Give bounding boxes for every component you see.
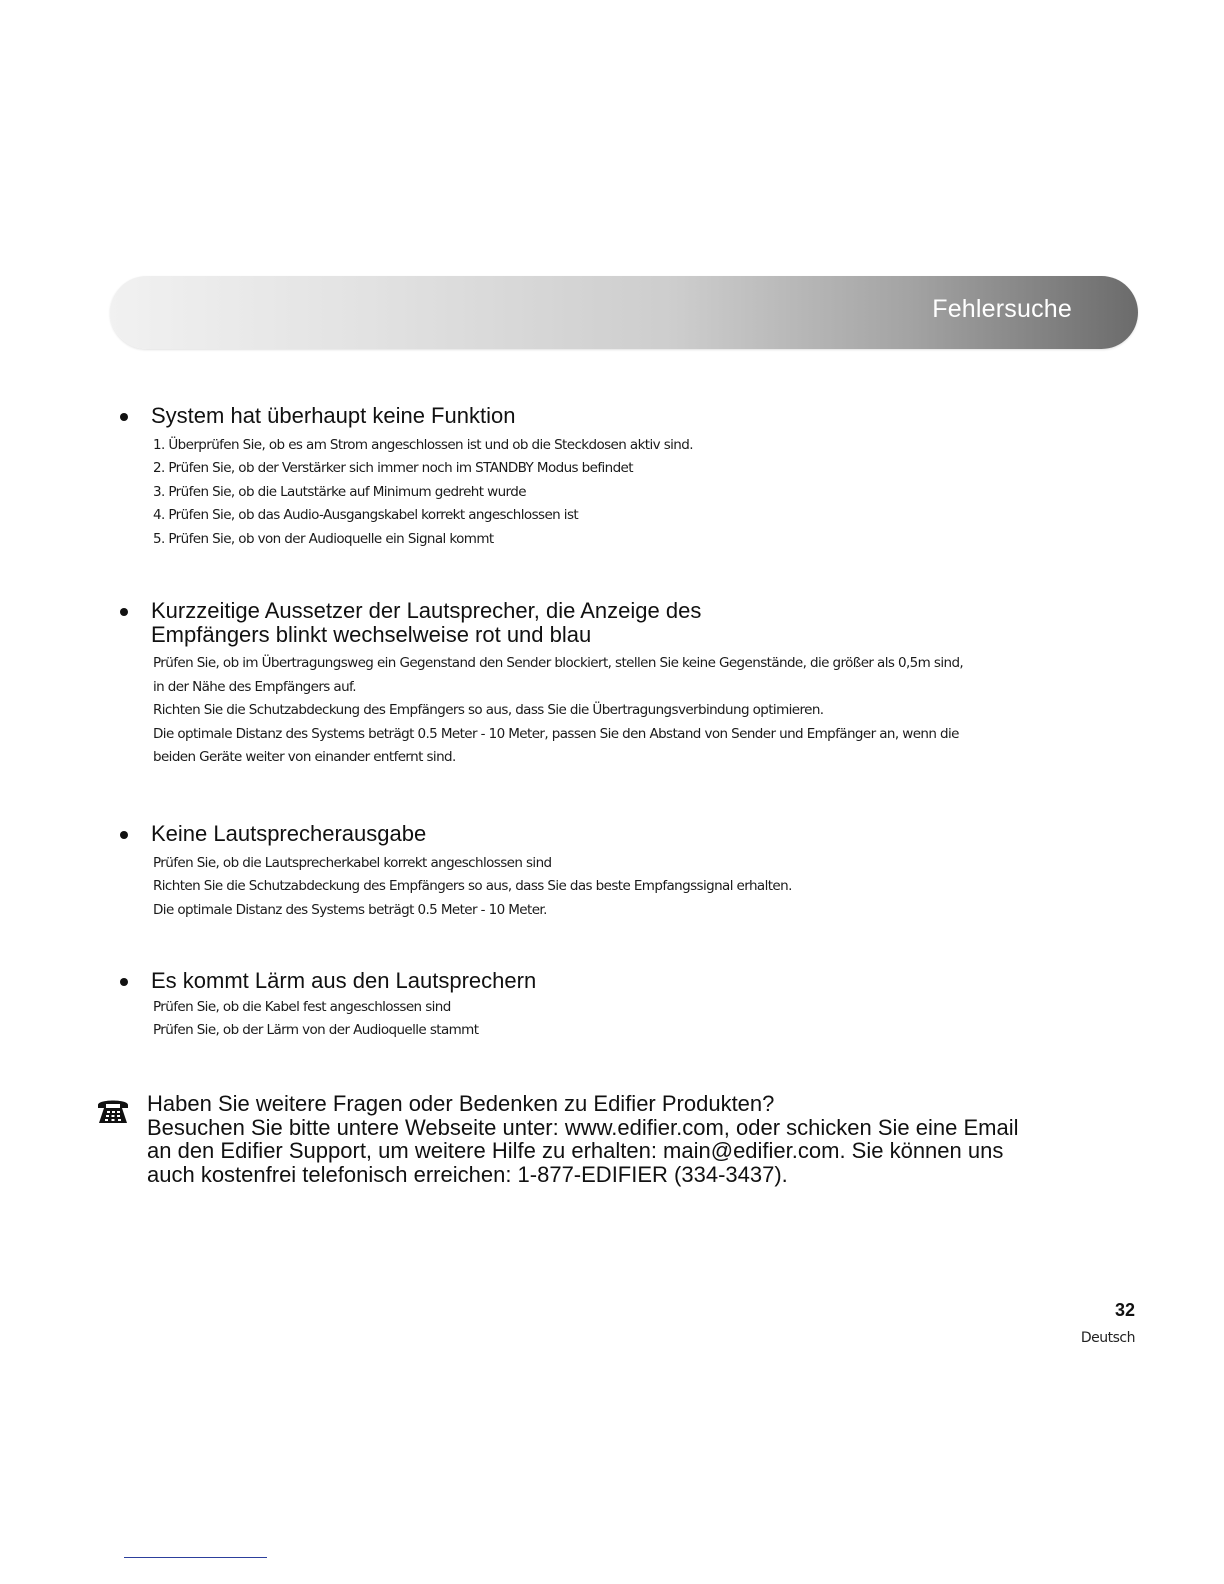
body-line: 3. Prüfen Sie, ob die Lautstärke auf Minimum gedreht wurde [153, 483, 526, 500]
body-line: 2. Prüfen Sie, ob der Verstärker sich immer noch im STANDBY Modus befindet [153, 460, 633, 476]
bullet-icon [120, 831, 128, 839]
body-line: Prüfen Sie, ob die Kabel fest angeschlossen sind [153, 998, 451, 1015]
section-heading [116, 822, 1076, 846]
section-heading [116, 599, 1076, 646]
section-heading [116, 404, 1076, 428]
section-heading [116, 969, 1076, 993]
bullet-icon [120, 978, 128, 986]
body-line: in der Nähe des Empfängers auf. [153, 678, 356, 695]
body-line: Prüfen Sie, ob der Lärm von der Audioquelle stammt [153, 1022, 479, 1038]
troubleshooting-section-noise [116, 969, 1076, 1043]
body-line: Prüfen Sie, ob die Lautsprecherkabel korrekt angeschlossen sind [153, 854, 552, 871]
body-line: Richten Sie die Schutzabdeckung des Empfängers so aus, dass Sie das beste Empfangssignal erhalten. [153, 878, 792, 894]
section-body [153, 996, 1076, 1043]
heading-line: System hat überhaupt keine Funktion [151, 403, 516, 428]
contact-question: Haben Sie weitere Fragen oder Bedenken zu Edifier Produkten? [147, 1091, 775, 1116]
support-contact-block [96, 1092, 1106, 1186]
section-body [153, 652, 1076, 770]
troubleshooting-section-no-function [116, 404, 1076, 551]
heading-line: Keine Lautsprecherausgabe [151, 821, 427, 846]
section-body [153, 434, 1076, 552]
page-number: 32 [1114, 1300, 1135, 1320]
heading-line: Empfängers blinkt wechselweise rot und blau [151, 621, 592, 647]
body-line: 4. Prüfen Sie, ob das Audio-Ausgangskabel korrekt angeschlossen ist [153, 507, 579, 523]
contact-line: an den Edifier Support, um weitere Hilfe zu erhalten: main@edifier.com. Sie können uns [147, 1138, 1004, 1163]
section-header-bar [110, 276, 1138, 349]
body-line: 5. Prüfen Sie, ob von der Audioquelle ein Signal kommt [153, 530, 494, 547]
body-line: Richten Sie die Schutzabdeckung des Empfängers so aus, dass Sie die Übertragungsverbindung optimieren. [153, 702, 824, 718]
contact-line: auch kostenfrei telefonisch erreichen: 1-877-EDIFIER (334-3437). [147, 1161, 788, 1187]
troubleshooting-section-dropouts [116, 599, 1076, 770]
body-line: beiden Geräte weiter von einander entfernt sind. [153, 749, 456, 765]
troubleshooting-section-no-output [116, 822, 1076, 922]
contact-line: Besuchen Sie bitte untere Webseite unter: www.edifier.com, oder schicken Sie eine Email [147, 1114, 1019, 1140]
body-line: Prüfen Sie, ob im Übertragungsweg ein Gegenstand den Sender blockiert, stellen Sie keine Gegenstände, die größer als 0,5m sind, [153, 655, 964, 671]
body-line: 1. Überprüfen Sie, ob es am Strom angeschlossen ist und ob die Steckdosen aktiv sind. [153, 436, 693, 453]
heading-line: Kurzzeitige Aussetzer der Lautsprecher, die Anzeige des [151, 598, 702, 623]
telephone-icon [96, 1096, 130, 1126]
page-title: Fehlersuche [932, 295, 1072, 323]
contact-text [147, 1092, 1106, 1186]
body-line: Die optimale Distanz des Systems beträgt 0.5 Meter - 10 Meter, passen Sie den Abstand von Sender und Empfänger an, wenn die [153, 725, 959, 742]
footer-divider [124, 1557, 267, 1558]
body-line: Die optimale Distanz des Systems beträgt 0.5 Meter - 10 Meter. [153, 901, 547, 918]
heading-line: Es kommt Lärm aus den Lautsprechern [151, 968, 537, 993]
bullet-icon [120, 608, 128, 616]
section-body [153, 852, 1076, 923]
page-language: Deutsch [1080, 1330, 1135, 1346]
bullet-icon [120, 413, 128, 421]
